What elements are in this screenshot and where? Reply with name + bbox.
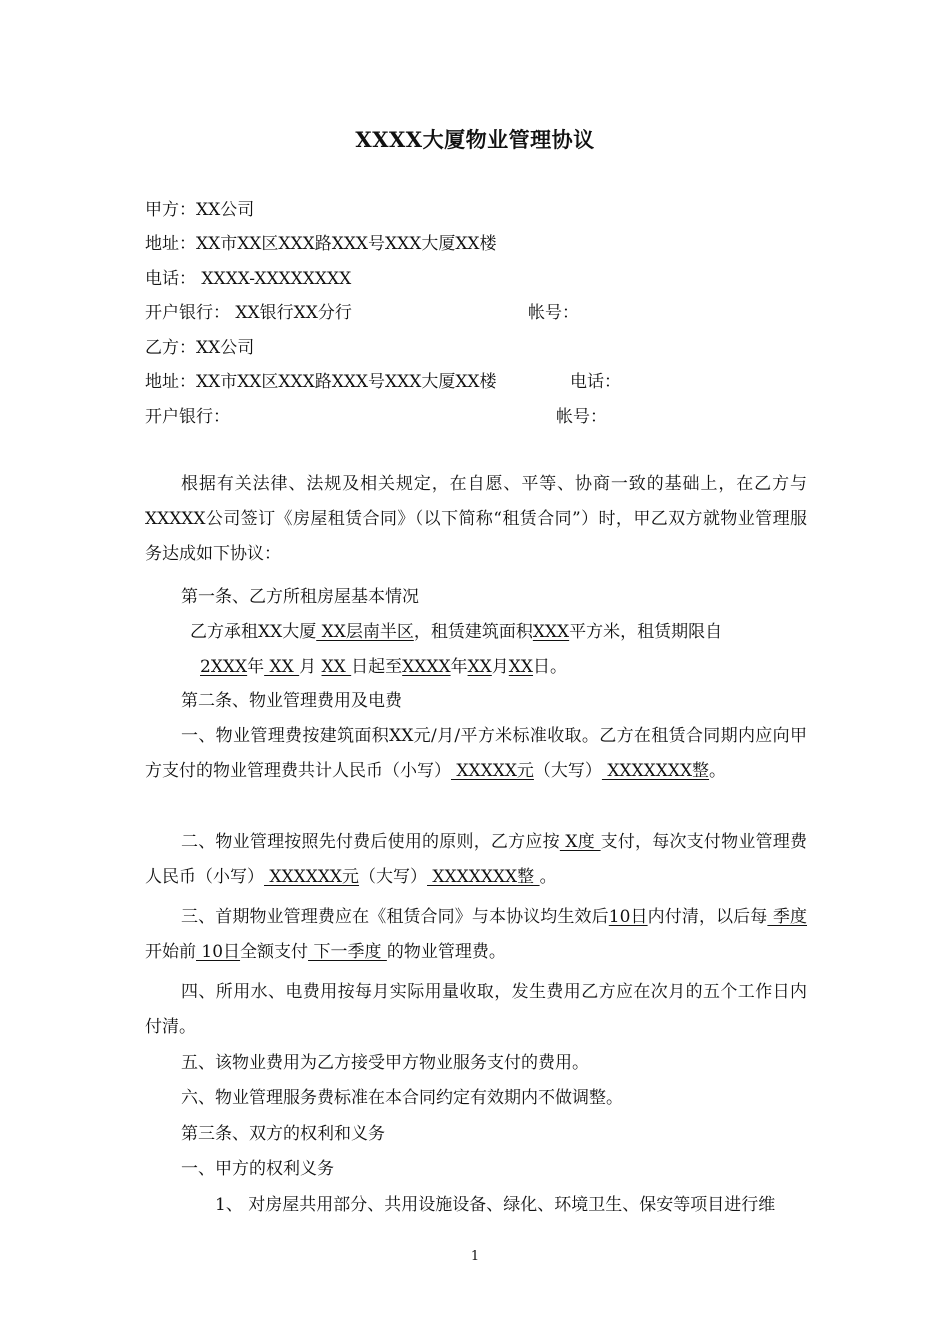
article-3-heading: 第三条、双方的权利和义务	[181, 1124, 385, 1144]
article-3-sub-1: 一、甲方的权利义务	[181, 1159, 334, 1179]
article-2-clause-2: 二、物业管理按照先付费后使用的原则，乙方应按 X度 支付，每次支付物业管理费人民币（小写） XXXXXX元（大写） XXXXXXX整 。	[145, 832, 808, 887]
party-a-name: 甲方：XX公司	[145, 200, 255, 220]
article-2-clause-3: 三、首期物业管理费应在《租赁合同》与本协议均生效后10日内付清，以后每 季度 开始前 10日全额支付 下一季度 的物业管理费。	[145, 907, 808, 962]
article-2-clause-5: 五、该物业费用为乙方接受甲方物业服务支付的费用。	[181, 1053, 589, 1073]
article-2-clause-1: 一、物业管理费按建筑面积XX元/月/平方米标准收取。乙方在租赁合同期内应向甲方支付的物业管理费共计人民币（小写） XXXXX元（大写） XXXXXXX整。	[145, 726, 807, 781]
document-title: XXXX大厦物业管理协议	[355, 127, 595, 152]
article-2-clause-4: 四、所用水、电费用按每月实际用量收取，发生费用乙方应在次月的五个工作日内付清。	[145, 982, 807, 1037]
page-number: 1	[470, 1249, 480, 1264]
party-b-bank: 开户银行：	[145, 407, 230, 427]
party-a-account: 帐号：	[528, 303, 579, 323]
article-2-clause-6: 六、物业管理服务费标准在本合同约定有效期内不做调整。	[181, 1088, 623, 1108]
party-b-account: 帐号：	[556, 407, 607, 427]
party-a-address: 地址：XX市XX区XXX路XXX号XXX大厦XX楼	[145, 234, 497, 254]
party-b-address: 地址：XX市XX区XXX路XXX号XXX大厦XX楼	[145, 372, 497, 392]
party-b-name: 乙方：XX公司	[145, 338, 255, 358]
article-1-body: 乙方承租XX大厦 XX层南半区，租赁建筑面积XXX平方米，租赁期限自 2XXX年 XX 月 XX 日起至XXXX年XX月XX日。	[190, 622, 723, 677]
article-3-item-1: 1、 对房屋共用部分、共用设施设备、绿化、环境卫生、保安等项目进行维	[215, 1195, 776, 1215]
party-a-phone: 电话： XXXX-XXXXXXXX	[145, 269, 352, 289]
intro-paragraph: 根据有关法律、法规及相关规定，在自愿、平等、协商一致的基础上，在乙方与XXXXX公司签订《房屋租赁合同》（以下简称“租赁合同”）时，甲乙双方就物业管理服务达成如下协议：	[145, 474, 807, 564]
article-1-heading: 第一条、乙方所租房屋基本情况	[181, 587, 419, 607]
party-b-phone: 电话：	[570, 372, 621, 392]
article-2-heading: 第二条、物业管理费用及电费	[181, 691, 402, 711]
party-a-bank: 开户银行： XX银行XX分行	[145, 303, 352, 323]
